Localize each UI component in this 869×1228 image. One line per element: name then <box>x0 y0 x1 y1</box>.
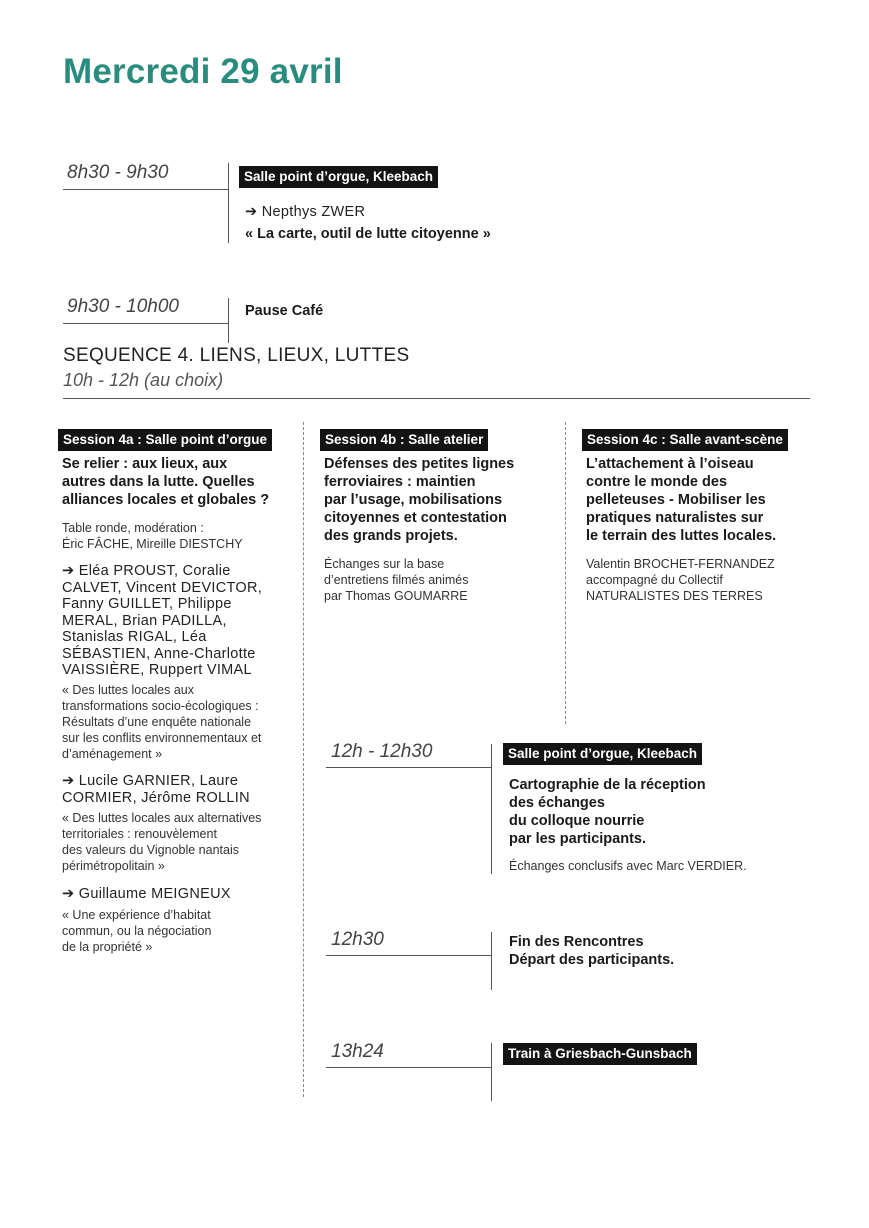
column-separator-left <box>303 422 304 1097</box>
session4a-speakers-3: ➔ Guillaume MEIGNEUX <box>62 886 231 902</box>
slot2-divider <box>228 298 229 343</box>
slot3-note: Échanges conclusifs avec Marc VERDIER. <box>509 859 747 873</box>
slot1-talk: « La carte, outil de lutte citoyenne » <box>245 226 491 242</box>
slot5-train-tag: Train à Griesbach-Gunsbach <box>503 1043 697 1065</box>
slot3-time: 12h - 12h30 <box>331 741 433 762</box>
slot3-title: Cartographie de la réception des échanges du colloque nourrie par les participants. <box>509 777 706 847</box>
session4a-talk-2: « Des luttes locales aux alternatives territoriales : renouvèlement des valeurs du Vignoble nantais périmétropolitain » <box>62 811 262 873</box>
session4c-title: L’attachement à l’oiseau contre le monde des pelleteuses - Mobiliser les pratiques naturalistes sur le terrain des luttes locales. <box>586 456 777 544</box>
session4a-speakers-1: ➔ Eléa PROUST, Coralie CALVET, Vincent DEVICTOR, Fanny GUILLET, Philippe MERAL, Brian PADILLA, Stanislas RIGAL, Léa SÉBASTIEN, Anne-Charlotte VAISSIÈRE, Ruppert VIMAL <box>62 563 263 678</box>
slot1-underline <box>63 189 228 190</box>
slot5-time: 13h24 <box>331 1041 384 1062</box>
slot1-room-tag: Salle point d’orgue, Kleebach <box>239 166 438 188</box>
slot4-underline <box>326 955 492 956</box>
page-title: Mercredi 29 avril <box>63 52 343 91</box>
slot5-underline <box>326 1067 492 1068</box>
session4b-tag: Session 4b : Salle atelier <box>320 429 488 451</box>
slot5-divider <box>491 1043 492 1101</box>
session4b-title: Défenses des petites lignes ferroviaires : maintien par l’usage, mobilisations citoyennes et contestation des grands projets. <box>324 456 515 544</box>
sequence-title: SEQUENCE 4. LIENS, LIEUX, LUTTES <box>63 345 410 366</box>
slot1-speaker: ➔ Nepthys ZWER <box>245 204 366 220</box>
session4c-format: Valentin BROCHET-FERNANDEZ accompagné du Collectif NATURALISTES DES TERRES <box>586 557 775 603</box>
session4a-format: Table ronde, modération : Éric FÂCHE, Mireille DIESTCHY <box>62 521 243 551</box>
slot3-divider <box>491 744 492 874</box>
slot2-underline <box>63 323 228 324</box>
session4b-format: Échanges sur la base d’entretiens filmés animés par Thomas GOUMARRE <box>324 557 469 603</box>
sequence-rule <box>63 398 810 399</box>
slot3-underline <box>326 767 492 768</box>
slot1-time: 8h30 - 9h30 <box>67 162 169 183</box>
session4a-speakers-2: ➔ Lucile GARNIER, Laure CORMIER, Jérôme ROLLIN <box>62 773 250 806</box>
session4c-tag: Session 4c : Salle avant-scène <box>582 429 788 451</box>
slot2-label: Pause Café <box>245 303 324 319</box>
session4a-tag: Session 4a : Salle point d’orgue <box>58 429 272 451</box>
session4a-title: Se relier : aux lieux, aux autres dans la lutte. Quelles alliances locales et globales ? <box>62 456 270 508</box>
slot2-time: 9h30 - 10h00 <box>67 296 179 317</box>
slot3-room-tag: Salle point d’orgue, Kleebach <box>503 743 702 765</box>
session4a-talk-3: « Une expérience d’habitat commun, ou la négociation de la propriété » <box>62 908 212 954</box>
slot1-divider <box>228 163 229 243</box>
slot4-time: 12h30 <box>331 929 384 950</box>
slot4-lines: Fin des Rencontres Départ des participants. <box>509 934 675 968</box>
session4a-talk-1: « Des luttes locales aux transformations socio-écologiques : Résultats d’une enquête nationale sur les conflits environnementaux et d’aménagement » <box>62 683 262 761</box>
column-separator-right <box>565 422 566 724</box>
slot4-divider <box>491 932 492 990</box>
sequence-time: 10h - 12h (au choix) <box>63 370 224 390</box>
